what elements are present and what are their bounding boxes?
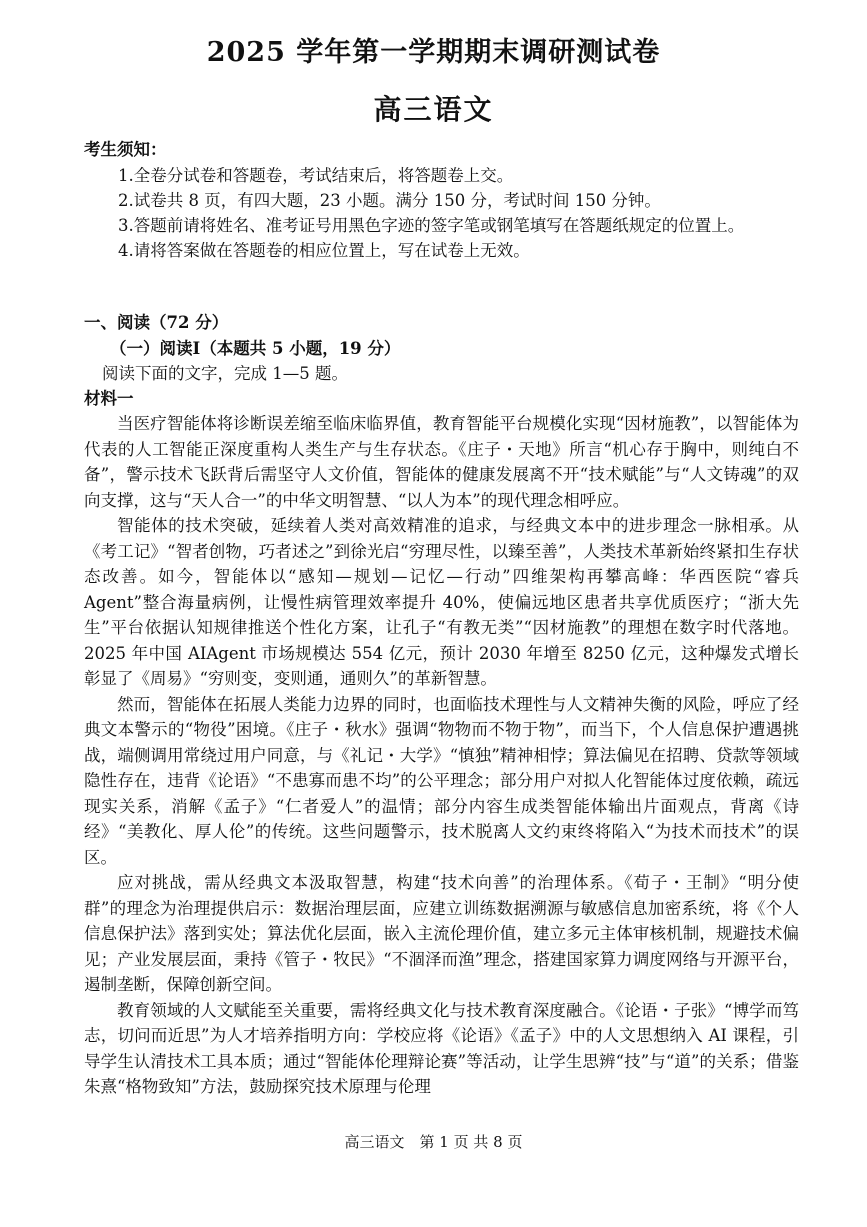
notice-item: 1.全卷分试卷和答题卷，考试结束后，将答题卷上交。 — [118, 166, 514, 185]
exam-subject: 高三语文 — [373, 93, 494, 126]
passage-paragraph: 当医疗智能体将诊断误差缩至临床临界值，教育智能平台规模化实现“因材施教”，以智能体为代表的人工智能正深度重构人类生产与生存状态。《庄子・天地》所言“机心存于胸中，则纯白不备”，警示技术飞跃背后需坚守人文价值，智能体的健康发展离不开“技术赋能”与“人文铸魂”的双向支撑，这与“天人合一”的中华文明智慧、“以人为本”的现代理念相呼应。 — [84, 414, 799, 510]
exam-title: 2025 学年第一学期期末调研测试卷 — [206, 37, 661, 68]
material-label: 材料一 — [84, 389, 134, 408]
reading-instruction: 阅读下面的文字，完成 1—5 题。 — [102, 364, 348, 383]
notice-item: 3.答题前请将姓名、准考证号用黑色字迹的签字笔或钢笔填写在答题纸规定的位置上。 — [118, 216, 745, 235]
passage-paragraph: 应对挑战，需从经典文本汲取智慧，构建“技术向善”的治理体系。《荀子・王制》“明分使群”的理念为治理提供启示：数据治理层面，应建立训练数据溯源与敏感信息加密系统，将《个人信息保护法》落到实处；算法优化层面，嵌入主流伦理价值，建立多元主体审核机制，规避技术偏见；产业发展层面，秉持《管子・牧民》“不涸泽而渔”理念，搭建国家算力调度网络与开源平台，遏制垄断，保障创新空间。 — [84, 873, 799, 994]
passage-paragraph: 智能体的技术突破，延续着人类对高效精准的追求，与经典文本中的进步理念一脉相承。从《考工记》“智者创物，巧者述之”到徐光启“穷理尽性，以臻至善”，人类技术革新始终紧扣生存状态改善。如今，智能体以“感知—规划—记忆—行动”四维架构再攀高峰：华西医院“睿兵 Agent”整合海量病例，让慢性病管理效率提升 40%，使偏远地区患者共享优质医疗；“浙大先生”平台依据认知规律推送个性化方案，让孔子“有教无类”“因材施教”的理想在数字时代落地。2025 年中国 AIAgent 市场规模达 554 亿元，预计 2030 年增至 8250 亿元，这种爆发式增长彰显了《周易》“穷则变，变则通，通则久”的革新智慧。 — [84, 516, 799, 688]
notice-item: 4.请将答案做在答题卷的相应位置上，写在试卷上无效。 — [118, 241, 530, 260]
notice-item: 2.试卷共 8 页，有四大题，23 小题。满分 150 分，考试时间 150 分钟。 — [118, 191, 661, 210]
passage-paragraph: 教育领域的人文赋能至关重要，需将经典文化与技术教育深度融合。《论语・子张》“博学而笃志，切问而近思”为人才培养指明方向：学校应将《论语》《孟子》中的人文思想纳入 AI 课程，引导学生认清技术工具本质；通过“智能体伦理辩论赛”等活动，让学生思辨“技”与“道”的关系；借鉴朱熹“格物致知”方法，鼓励探究技术原理与伦理 — [84, 1000, 799, 1096]
page-footer: 高三语文 第 1 页 共 8 页 — [344, 1133, 523, 1151]
passage-paragraph: 然而，智能体在拓展人类能力边界的同时，也面临技术理性与人文精神失衡的风险，呼应了经典文本警示的“物役”困境。《庄子・秋水》强调“物物而不物于物”，而当下，个人信息保护遭遇挑战，端侧调用常绕过用户同意，与《礼记・大学》“慎独”精神相悖；算法偏见在招聘、贷款等领域隐性存在，违背《论语》“不患寡而患不均”的公平理念；部分用户对拟人化智能体过度依赖，疏远现实关系，消解《孟子》“仁者爱人”的温情；部分内容生成类智能体输出片面观点，背离《诗经》“美教化、厚人伦”的传统。这些问题警示，技术脱离人文约束终将陷入“为技术而技术”的误区。 — [84, 694, 799, 867]
notice-heading: 考生须知： — [84, 140, 167, 159]
passage-body — [84, 411, 799, 1100]
section-heading: 一、阅读（72 分） — [84, 313, 229, 332]
subsection-heading: （一）阅读I（本题共 5 小题，19 分） — [110, 339, 401, 358]
